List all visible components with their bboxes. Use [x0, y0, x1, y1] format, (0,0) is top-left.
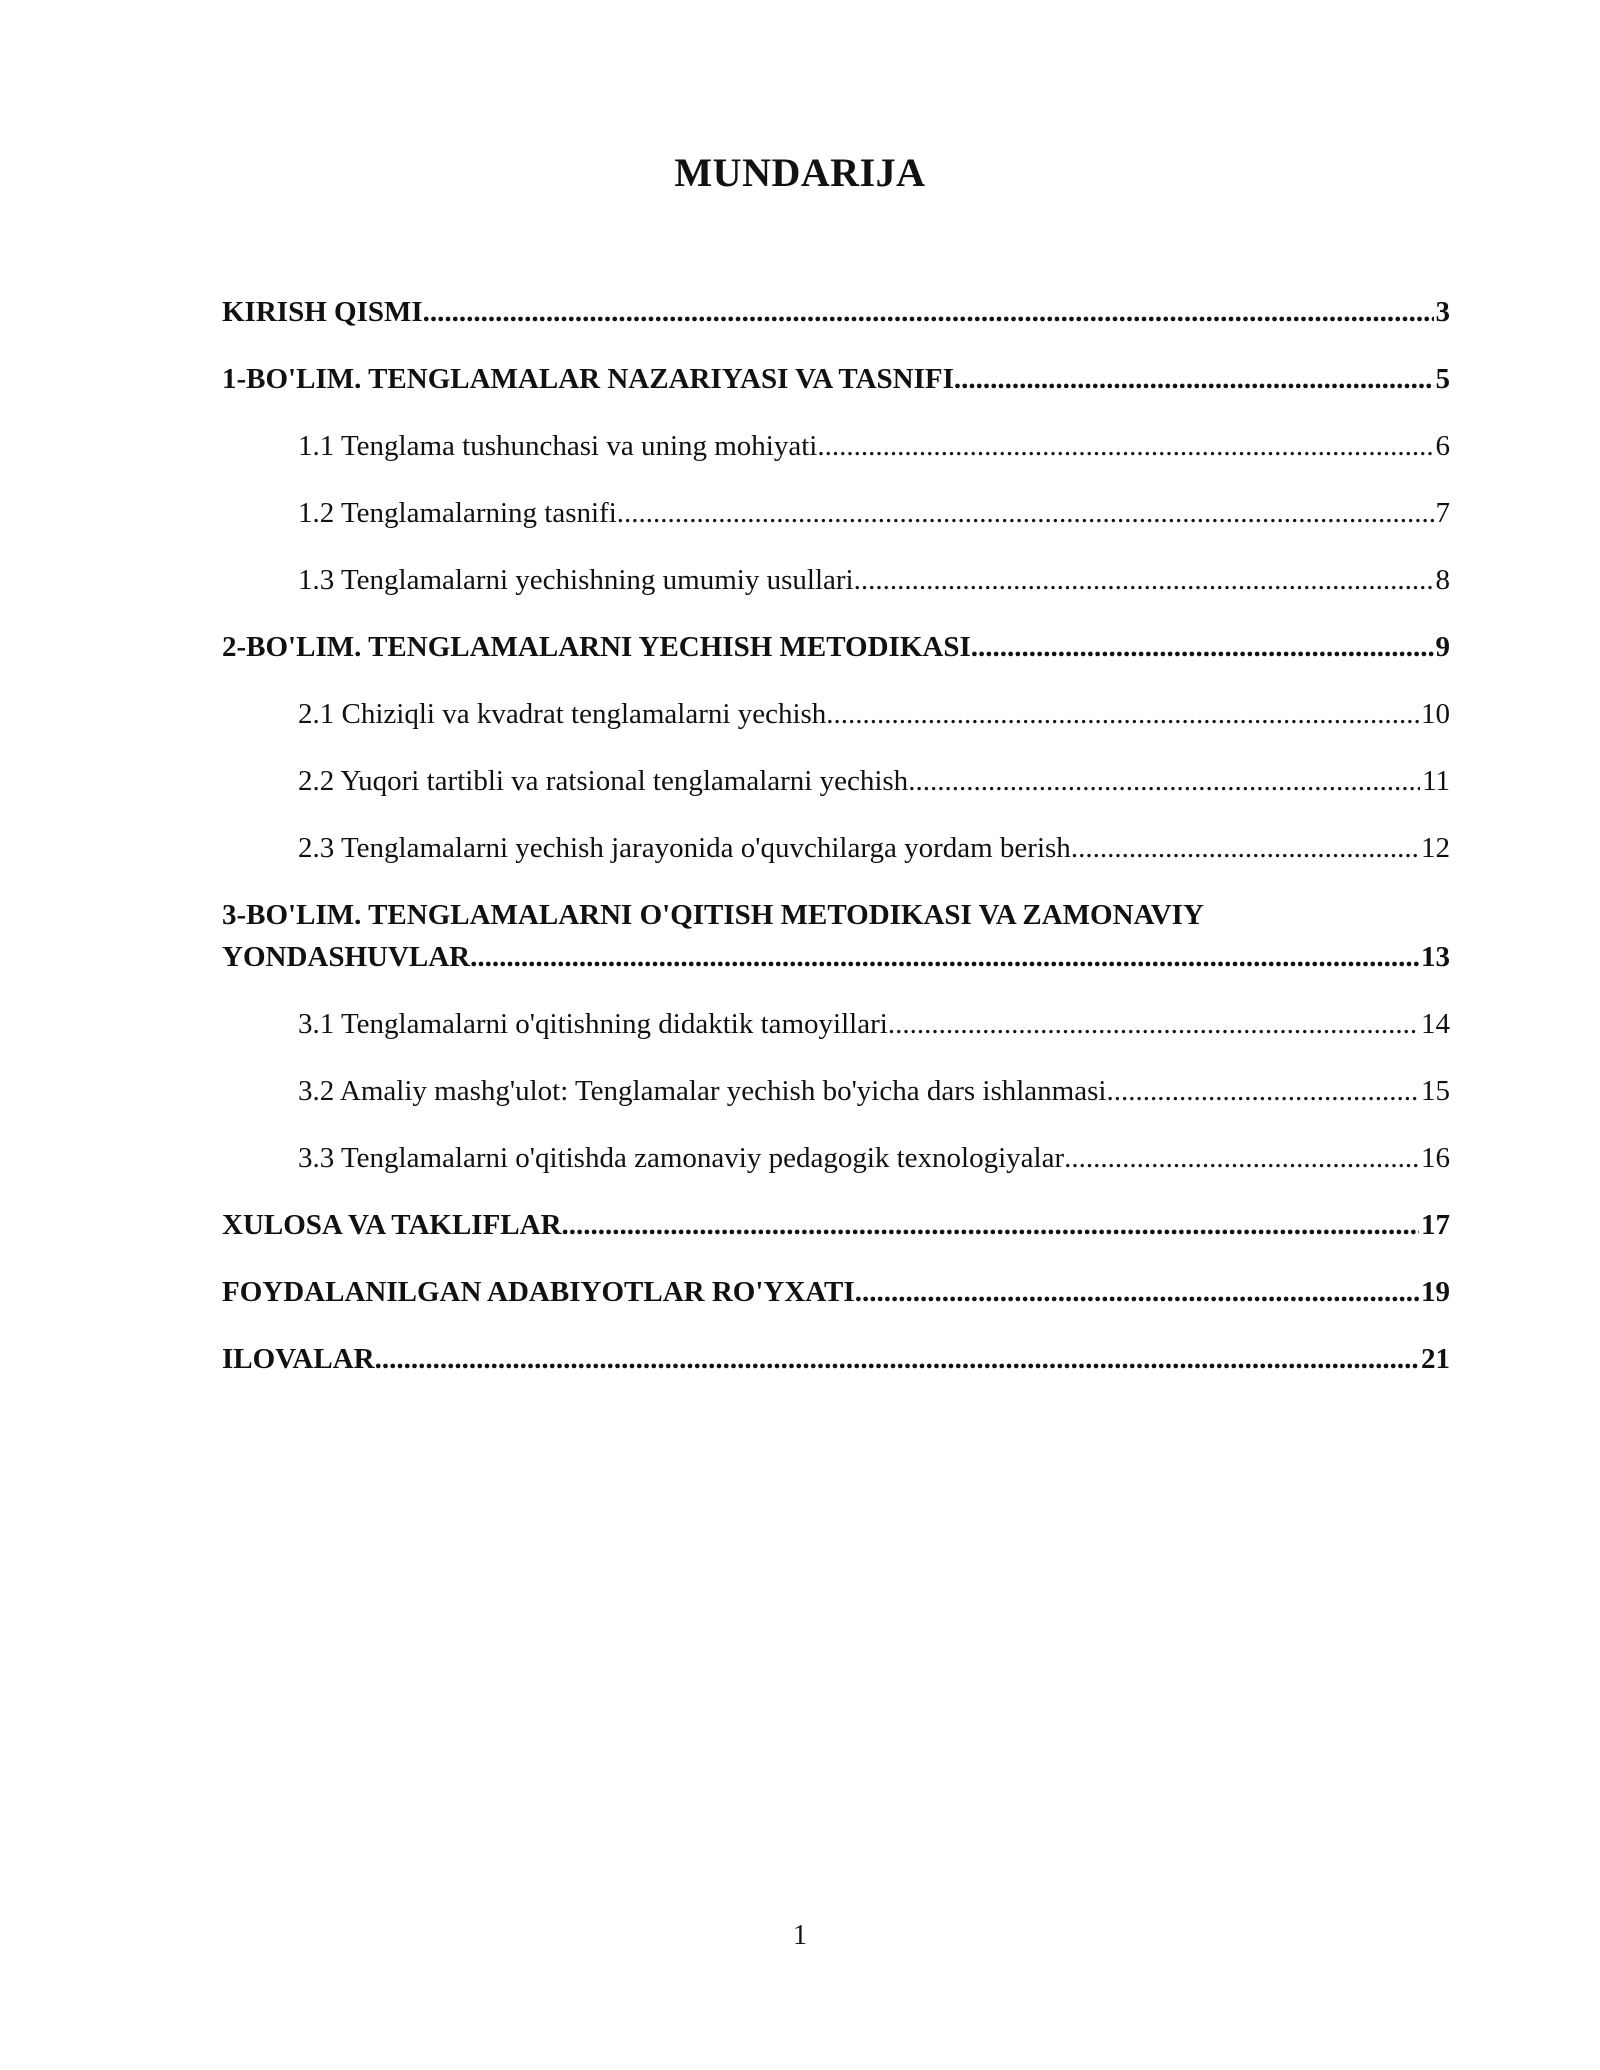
toc-entry-label: FOYDALANILGAN ADABIYOTLAR RO'YXATI: [222, 1276, 855, 1308]
toc-entry-section-3-1[interactable]: [222, 1003, 1450, 1045]
toc-entry-page: 7: [1435, 497, 1450, 529]
toc-dot-leader: [617, 492, 1434, 534]
toc-dot-leader: [954, 358, 1434, 400]
toc-entry-kirish[interactable]: [222, 291, 1450, 333]
toc-entry-chapter-1[interactable]: [222, 358, 1450, 400]
toc-entry-page: 17: [1421, 1209, 1450, 1241]
toc-entry-page: 10: [1421, 698, 1450, 730]
toc-entry-section-1-1[interactable]: [222, 425, 1450, 467]
toc-entry-page: 19: [1421, 1276, 1450, 1308]
toc-entry-line-2: [222, 936, 1450, 978]
toc-entry-label: 1.3 Tenglamalarni yechishning umumiy usullari: [298, 564, 854, 596]
toc-entry-section-3-3[interactable]: [222, 1137, 1450, 1179]
toc-entry-page: 3: [1435, 296, 1450, 328]
toc-entry-page: 12: [1421, 832, 1450, 864]
toc-dot-leader: [1064, 1137, 1419, 1179]
toc-entry-xulosa[interactable]: [222, 1204, 1450, 1246]
toc-entry-section-2-1[interactable]: [222, 693, 1450, 735]
page-number: 1: [793, 1920, 807, 1951]
toc-entry-label: 1-BO'LIM. TENGLAMALAR NAZARIYASI VA TASNIFI: [222, 363, 954, 395]
toc-entry-chapter-2[interactable]: [222, 626, 1450, 668]
toc-entry-label: ILOVALAR: [222, 1343, 375, 1375]
toc-entry-label-line-1: 3-BO'LIM. TENGLAMALARNI O'QITISH METODIKASI VA ZAMONAVIY: [222, 899, 1204, 931]
toc-dot-leader: [562, 1204, 1419, 1246]
toc-entry-label: 2.2 Yuqori tartibli va ratsional tenglamalarni yechish: [298, 765, 909, 797]
toc-entry-section-1-3[interactable]: [222, 559, 1450, 601]
toc-entry-page: 5: [1435, 363, 1450, 395]
toc-entry-page: 11: [1422, 765, 1450, 797]
toc-dot-leader: [855, 1271, 1419, 1313]
table-of-contents: [222, 291, 1450, 1405]
toc-dot-leader: [375, 1338, 1419, 1380]
toc-entry-label: 2-BO'LIM. TENGLAMALARNI YECHISH METODIKASI: [222, 631, 971, 663]
toc-entry-page: 6: [1435, 430, 1450, 462]
toc-entry-label: KIRISH QISMI: [222, 296, 423, 328]
toc-dot-leader: [971, 626, 1434, 668]
toc-entry-section-2-3[interactable]: [222, 827, 1450, 869]
toc-dot-leader: [888, 1003, 1419, 1045]
toc-entry-label: 2.3 Tenglamalarni yechish jarayonida o'quvchilarga yordam berish: [298, 832, 1071, 864]
toc-dot-leader: [470, 936, 1419, 978]
toc-entry-section-2-2[interactable]: [222, 760, 1450, 802]
toc-entry-adabiyotlar[interactable]: [222, 1271, 1450, 1313]
toc-entry-page: 13: [1421, 941, 1450, 973]
toc-entry-section-1-2[interactable]: [222, 492, 1450, 534]
toc-entry-section-3-2[interactable]: [222, 1070, 1450, 1112]
toc-entry-label-line-2: YONDASHUVLAR: [222, 941, 471, 973]
toc-dot-leader: [854, 559, 1434, 601]
toc-entry-label: XULOSA VA TAKLIFLAR: [222, 1209, 562, 1241]
toc-entry-page: 9: [1435, 631, 1450, 663]
toc-dot-leader: [1106, 1070, 1419, 1112]
page-title: MUNDARIJA: [674, 150, 926, 195]
toc-entry-label: 1.1 Tenglama tushunchasi va uning mohiyati: [298, 430, 818, 462]
toc-dot-leader: [817, 425, 1433, 467]
toc-entry-ilovalar[interactable]: [222, 1338, 1450, 1380]
toc-entry-label: 3.2 Amaliy mashg'ulot: Tenglamalar yechish bo'yicha dars ishlanmasi: [298, 1075, 1107, 1107]
toc-entry-label: 2.1 Chiziqli va kvadrat tenglamalarni yechish: [298, 698, 827, 730]
toc-entry-label: 3.1 Tenglamalarni o'qitishning didaktik tamoyillari: [298, 1008, 888, 1040]
toc-entry-label: 1.2 Tenglamalarning tasnifi: [298, 497, 617, 529]
toc-dot-leader: [423, 291, 1434, 333]
toc-entry-label: 3.3 Tenglamalarni o'qitishda zamonaviy pedagogik texnologiyalar: [298, 1142, 1065, 1174]
toc-entry-page: 15: [1421, 1075, 1450, 1107]
toc-entry-page: 21: [1421, 1343, 1450, 1375]
toc-dot-leader: [1071, 827, 1419, 869]
toc-dot-leader: [826, 693, 1419, 735]
toc-dot-leader: [908, 760, 1420, 802]
toc-entry-page: 16: [1421, 1142, 1450, 1174]
toc-entry-chapter-3[interactable]: [222, 894, 1450, 978]
toc-entry-page: 8: [1435, 564, 1450, 596]
toc-entry-page: 14: [1421, 1008, 1450, 1040]
